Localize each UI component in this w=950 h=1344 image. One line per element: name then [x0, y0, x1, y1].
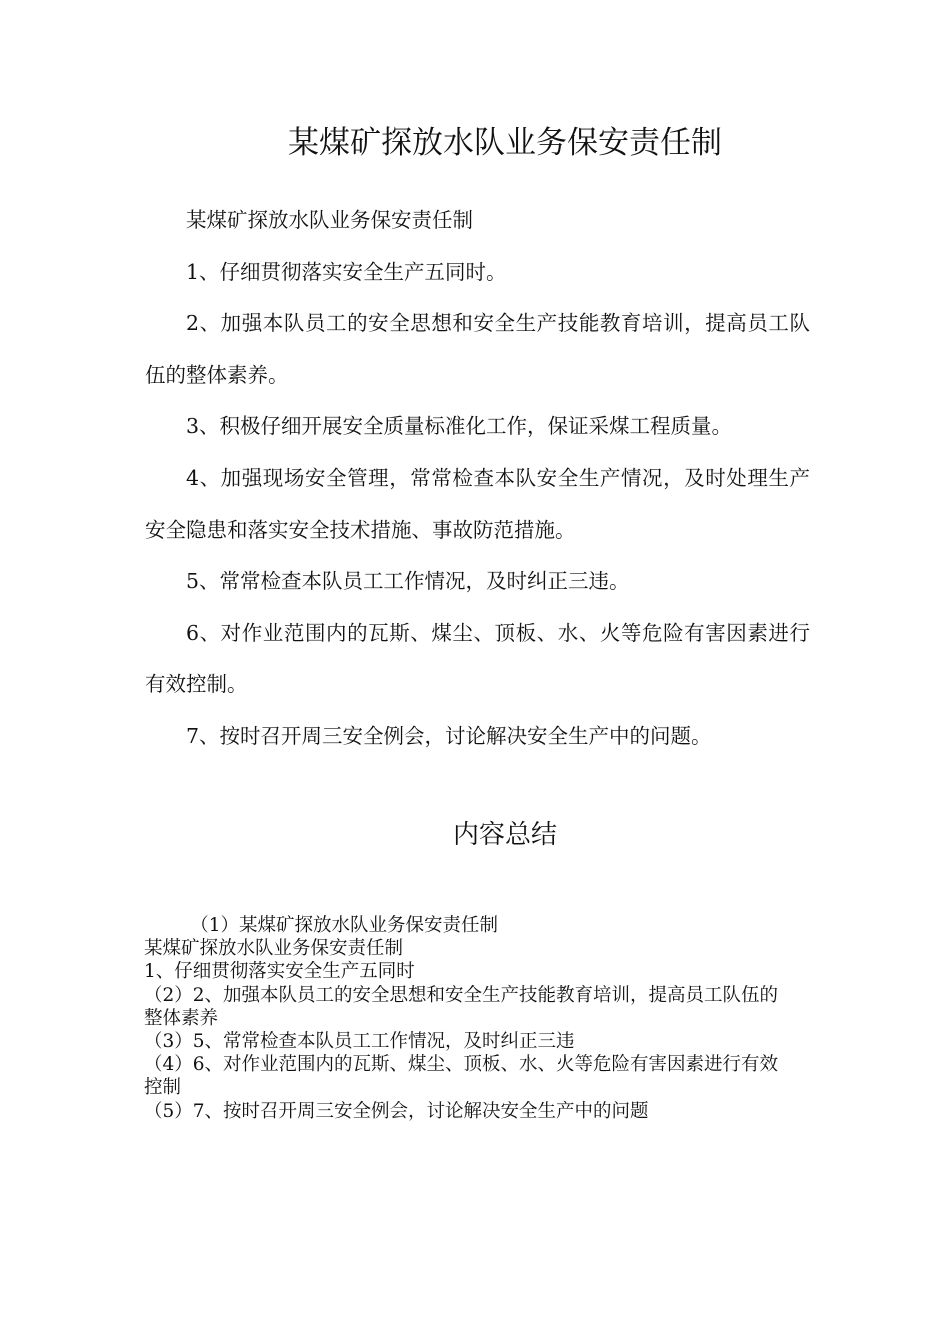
summary-line: （4）6、对作业范围内的瓦斯、煤尘、顶板、水、火等危险有害因素进行有效控制 [144, 1054, 779, 1099]
paragraph-item-4: 4、加强现场安全管理，常常检查本队安全生产情况，及时处理生产安全隐患和落实安全技术措施、事故防范措施。 [145, 465, 810, 542]
summary-line: （1）某煤矿探放水队业务保安责任制 [190, 915, 499, 936]
summary-line: 1、仔细贯彻落实安全生产五同时 [144, 961, 415, 983]
summary-list [144, 914, 794, 1123]
paragraph-item-6: 6、对作业范围内的瓦斯、煤尘、顶板、水、火等危险有害因素进行有效控制。 [145, 620, 810, 697]
document-title: 某煤矿探放水队业务保安责任制 [288, 125, 722, 161]
summary-line: 某煤矿探放水队业务保安责任制 [144, 938, 404, 960]
paragraph-item-5: 5、常常检查本队员工工作情况，及时纠正三违。 [186, 569, 630, 594]
summary-line: （2）2、加强本队员工的安全思想和安全生产技能教育培训，提高员工队伍的整体素养 [144, 984, 779, 1029]
summary-line: （3）5、常常检查本队员工工作情况，及时纠正三违 [144, 1031, 575, 1053]
paragraph-item-7: 7、按时召开周三安全例会，讨论解决安全生产中的问题。 [186, 723, 712, 748]
document-body [145, 195, 810, 763]
summary-title: 内容总结 [452, 820, 557, 850]
paragraph-item-2: 2、加强本队员工的安全思想和安全生产技能教育培训，提高员工队伍的整体素养。 [145, 311, 810, 387]
summary-line: （5）7、按时召开周三安全例会，讨论解决安全生产中的问题 [144, 1100, 649, 1122]
paragraph-heading: 某煤矿探放水队业务保安责任制 [186, 208, 473, 232]
paragraph-item-3: 3、积极仔细开展安全质量标准化工作，保证采煤工程质量。 [186, 414, 733, 439]
paragraph-item-1: 1、仔细贯彻落实安全生产五同时。 [186, 259, 507, 284]
